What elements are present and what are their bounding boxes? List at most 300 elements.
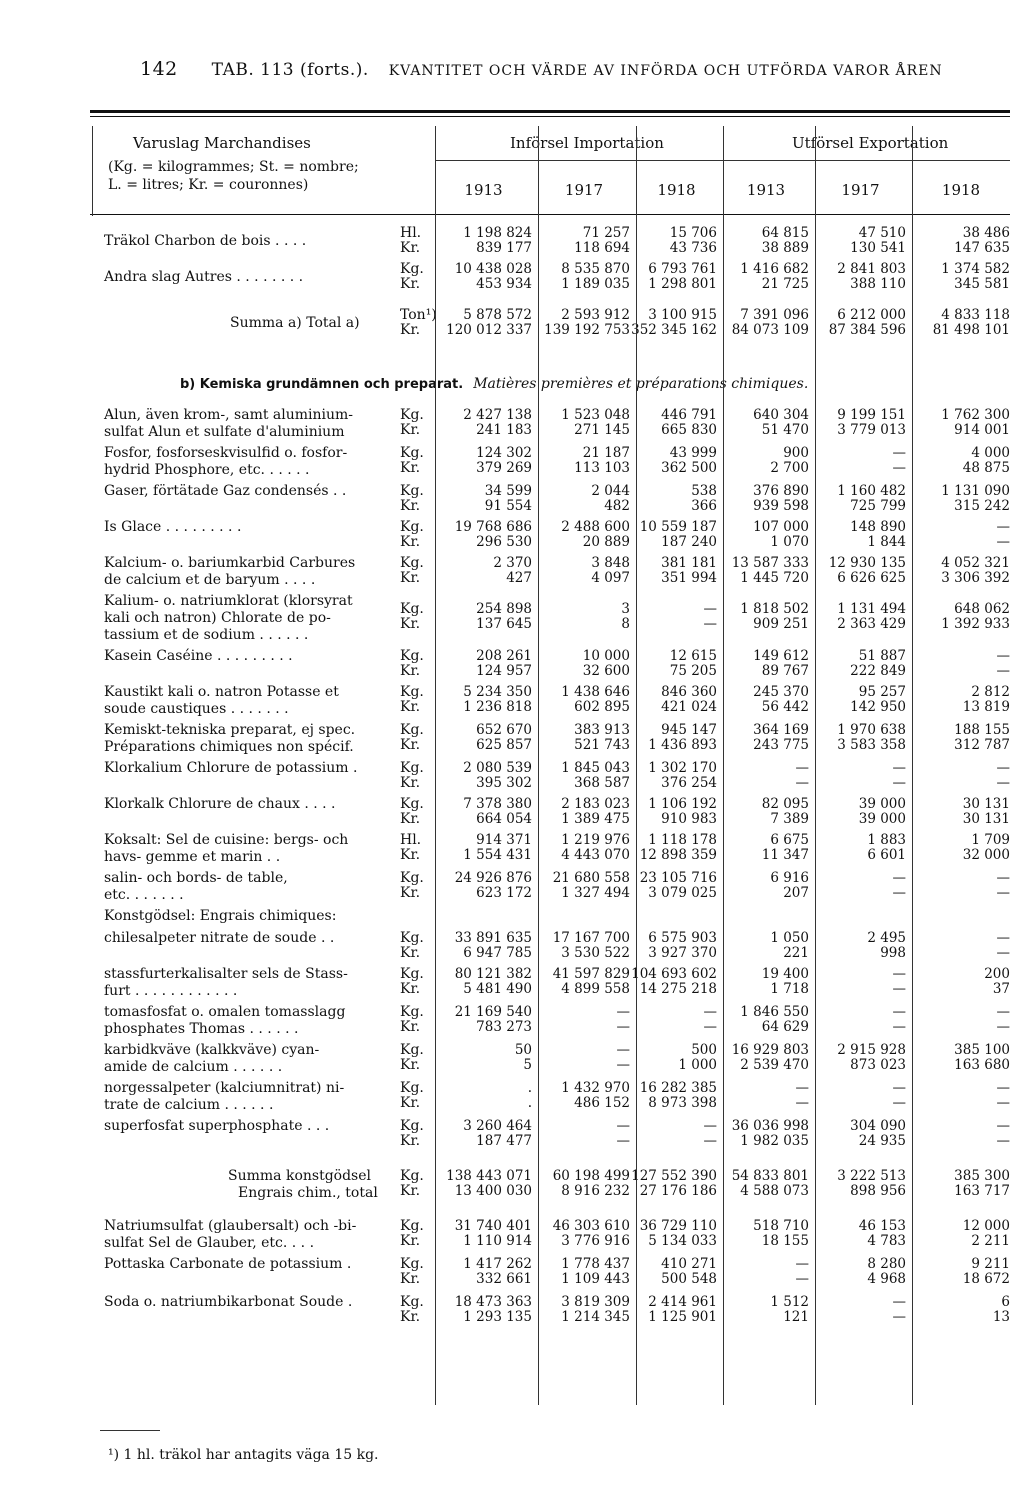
table-cell: 383 913 [574, 722, 630, 738]
table-cell: 32 000 [962, 847, 1010, 863]
unit-label: Kr. [400, 498, 421, 514]
table-cell: 221 [783, 945, 809, 961]
table-cell: 5 481 490 [463, 981, 532, 997]
unit-label: Hl. [400, 225, 422, 241]
row-label: Andra slag Autres . . . . . . . . [104, 269, 304, 285]
table-cell: 124 302 [476, 445, 532, 461]
table-cell: 1 109 443 [561, 1271, 630, 1287]
row-label: Summa a) Total a) [230, 315, 360, 331]
table-cell: 640 304 [753, 407, 809, 423]
footnote-rule [100, 1430, 160, 1431]
table-cell: 4 443 070 [561, 847, 630, 863]
table-cell: 362 500 [661, 460, 717, 476]
table-cell: 89 767 [761, 663, 809, 679]
row-label: Träkol Charbon de bois . . . . [104, 233, 307, 249]
row-label: chilesalpeter nitrate de soude . . [104, 930, 335, 946]
table-cell: 3 927 370 [648, 945, 717, 961]
row-label: phosphates Thomas . . . . . . [104, 1021, 299, 1037]
table-cell: — [795, 1271, 809, 1287]
table-cell: 521 743 [574, 737, 630, 753]
table-cell: 1 131 090 [941, 483, 1010, 499]
row-label: Engrais chim., total [238, 1185, 378, 1201]
table-cell: 104 693 602 [631, 966, 717, 982]
unit-label: Kg. [400, 1080, 424, 1096]
table-cell: 7 391 096 [740, 307, 809, 323]
table-cell: 1 970 638 [837, 722, 906, 738]
table-cell: 9 199 151 [837, 407, 906, 423]
column-rule [815, 126, 816, 1405]
table-cell: 6 [1001, 1294, 1010, 1310]
table-cell: 368 587 [574, 775, 630, 791]
table-cell: 5 878 572 [463, 307, 532, 323]
table-cell: 4 833 118 [941, 307, 1010, 323]
table-cell: — [892, 760, 906, 776]
table-cell: 48 875 [962, 460, 1010, 476]
table-cell: 1 438 646 [561, 684, 630, 700]
table-cell: 36 036 998 [731, 1118, 809, 1134]
row-label: Kalcium- o. bariumkarbid Carbures [104, 555, 356, 571]
table-cell: . [527, 1080, 532, 1096]
table-cell: 1 436 893 [648, 737, 717, 753]
table-cell: 147 635 [954, 240, 1010, 256]
table-cell: 71 257 [582, 225, 630, 241]
table-cell: 1 392 933 [941, 616, 1010, 632]
unit-label: Kr. [400, 534, 421, 550]
table-cell: 410 271 [661, 1256, 717, 1272]
table-cell: 17 167 700 [552, 930, 630, 946]
unit-label: Kg. [400, 445, 424, 461]
row-label: Fosfor, fosforseskvisulfid o. fosfor- [104, 445, 348, 461]
table-cell: 34 599 [484, 483, 532, 499]
table-cell: 37 [992, 981, 1010, 997]
table-cell: — [703, 1133, 717, 1149]
table-cell: 23 105 716 [639, 870, 717, 886]
unit-label: Kg. [400, 555, 424, 571]
table-cell: 46 153 [858, 1218, 906, 1234]
table-cell: 1 050 [770, 930, 809, 946]
unit-label: Kr. [400, 945, 421, 961]
row-label: hydrid Phosphore, etc. . . . . . [104, 462, 310, 478]
table-cell: 376 890 [753, 483, 809, 499]
table-cell: 6 947 785 [463, 945, 532, 961]
table-cell: 1 416 682 [740, 261, 809, 277]
table-cell: 453 934 [476, 276, 532, 292]
table-cell: 64 815 [761, 225, 809, 241]
table-cell: 15 706 [669, 225, 717, 241]
row-label: Gaser, förtätade Gaz condensés . . [104, 483, 347, 499]
table-cell: 5 134 033 [648, 1233, 717, 1249]
unit-label: Kg. [400, 870, 424, 886]
unit-label: Kr. [400, 1057, 421, 1073]
table-cell: 20 889 [582, 534, 630, 550]
table-cell: 312 787 [954, 737, 1010, 753]
row-label: stassfurterkalisalter sels de Stass- [104, 966, 348, 982]
table-cell: 3 100 915 [648, 307, 717, 323]
table-cell: 1 214 345 [561, 1309, 630, 1325]
year-heading: 1917 [841, 181, 880, 199]
table-cell: 1 374 582 [941, 261, 1010, 277]
table-cell: — [996, 1004, 1010, 1020]
table-cell: 6 626 625 [837, 570, 906, 586]
table-cell: 345 581 [954, 276, 1010, 292]
table-cell: 3 260 464 [463, 1118, 532, 1134]
table-cell: 222 849 [850, 663, 906, 679]
table-cell: 1 302 170 [648, 760, 717, 776]
table-cell: 187 477 [476, 1133, 532, 1149]
table-cell: 82 095 [761, 796, 809, 812]
table-cell: 8 535 870 [561, 261, 630, 277]
table-cell: — [996, 870, 1010, 886]
table-cell: 873 023 [850, 1057, 906, 1073]
table-cell: 2 915 928 [837, 1042, 906, 1058]
table-cell: — [795, 760, 809, 776]
table-cell: — [892, 1019, 906, 1035]
table-cell: 2 539 470 [740, 1057, 809, 1073]
year-heading: 1918 [657, 181, 696, 199]
table-cell: — [996, 519, 1010, 535]
table-cell: 187 240 [661, 534, 717, 550]
table-cell: 107 000 [753, 519, 809, 535]
table-cell: 51 887 [858, 648, 906, 664]
table-cell: 1 845 043 [561, 760, 630, 776]
unit-label: Kr. [400, 737, 421, 753]
table-cell: 664 054 [476, 811, 532, 827]
unit-label: Kr. [400, 1095, 421, 1111]
table-cell: 4 588 073 [740, 1183, 809, 1199]
row-label: de calcium et de baryum . . . . [104, 572, 316, 588]
row-label: karbidkväve (kalkkväve) cyan- [104, 1042, 320, 1058]
table-cell: 138 443 071 [446, 1168, 532, 1184]
table-cell: 395 302 [476, 775, 532, 791]
unit-label: Kg. [400, 722, 424, 738]
table-cell: 21 680 558 [552, 870, 630, 886]
table-cell: 1 778 437 [561, 1256, 630, 1272]
table-cell: 50 [514, 1042, 532, 1058]
table-cell: 16 929 803 [731, 1042, 809, 1058]
table-cell: 1 160 482 [837, 483, 906, 499]
table-cell: — [616, 1133, 630, 1149]
table-cell: 898 956 [850, 1183, 906, 1199]
table-cell: 2 841 803 [837, 261, 906, 277]
row-label: tomasfosfat o. omalen tomasslagg [104, 1004, 346, 1020]
table-cell: 6 601 [867, 847, 906, 863]
table-cell: 80 121 382 [454, 966, 532, 982]
table-cell: 381 181 [661, 555, 717, 571]
table-cell: 1 709 [971, 832, 1010, 848]
row-label: furt . . . . . . . . . . . . [104, 983, 238, 999]
table-cell: 3 848 [591, 555, 630, 571]
table-cell: 31 740 401 [454, 1218, 532, 1234]
table-cell: 1 070 [770, 534, 809, 550]
table-cell: 296 530 [476, 534, 532, 550]
table-cell: 1 125 901 [648, 1309, 717, 1325]
table-cell: 6 212 000 [837, 307, 906, 323]
table-cell: 13 819 [962, 699, 1010, 715]
row-label: salin- och bords- de table, [104, 870, 288, 886]
table-cell: 21 725 [761, 276, 809, 292]
table-cell: 12 930 135 [828, 555, 906, 571]
table-cell: 54 833 801 [731, 1168, 809, 1184]
table-cell: 24 926 876 [454, 870, 532, 886]
table-cell: 1 554 431 [463, 847, 532, 863]
table-cell: 385 100 [954, 1042, 1010, 1058]
table-cell: 12 000 [962, 1218, 1010, 1234]
table-cell: — [892, 1095, 906, 1111]
unit-label: Kg. [400, 519, 424, 535]
row-label: sulfat Sel de Glauber, etc. . . . [104, 1235, 315, 1251]
table-cell: 538 [691, 483, 717, 499]
unit-label: Kg. [400, 684, 424, 700]
table-cell: 379 269 [476, 460, 532, 476]
table-cell: — [616, 1057, 630, 1073]
section-b-title-sv: b) Kemiska grundämnen och preparat. [180, 377, 464, 392]
unit-label: Kg. [400, 483, 424, 499]
table-cell: 5 [523, 1057, 532, 1073]
table-cell: 43 736 [669, 240, 717, 256]
table-cell: 352 345 162 [631, 322, 717, 338]
table-cell: 909 251 [753, 616, 809, 632]
table-cell: 142 950 [850, 699, 906, 715]
table-cell: — [996, 1118, 1010, 1134]
table-cell: 24 935 [858, 1133, 906, 1149]
row-label: Kasein Caséine . . . . . . . . . [104, 648, 293, 664]
unit-label: Kg. [400, 1004, 424, 1020]
table-cell: 13 587 333 [731, 555, 809, 571]
table-cell: 1 131 494 [837, 601, 906, 617]
table-cell: 1 844 [867, 534, 906, 550]
table-cell: 19 768 686 [454, 519, 532, 535]
unit-label: Kr. [400, 460, 421, 476]
table-cell: 1 298 801 [648, 276, 717, 292]
table-cell: 84 073 109 [731, 322, 809, 338]
table-cell: 1 846 550 [740, 1004, 809, 1020]
table-cell: 2 700 [770, 460, 809, 476]
row-label: kali och natron) Chlorate de po- [104, 610, 331, 626]
unit-label: Kr. [400, 322, 421, 338]
column-rule [435, 126, 436, 1405]
row-label: Kaustikt kali o. natron Potasse et [104, 684, 339, 700]
unit-label: Kr. [400, 1309, 421, 1325]
table-cell: 200 [984, 966, 1010, 982]
row-label: amide de calcium . . . . . . [104, 1059, 283, 1075]
table-cell: 446 791 [661, 407, 717, 423]
row-label: soude caustiques . . . . . . . [104, 701, 289, 717]
unit-label: Kr. [400, 847, 421, 863]
table-cell: 623 172 [476, 885, 532, 901]
table-cell: 388 110 [850, 276, 906, 292]
table-cell: 315 242 [954, 498, 1010, 514]
year-heading: 1918 [941, 181, 981, 199]
table-cell: 91 554 [484, 498, 532, 514]
table-cell: 3 779 013 [837, 422, 906, 438]
table-cell: 1 106 192 [648, 796, 717, 812]
table-cell: 30 131 [962, 796, 1010, 812]
table-cell: 1 189 035 [561, 276, 630, 292]
units-note-line2: L. = litres; Kr. = couronnes) [108, 177, 309, 193]
table-cell: — [795, 1256, 809, 1272]
unit-label: Kg. [400, 796, 424, 812]
unit-label: Kr. [400, 240, 421, 256]
unit-label: Kr. [400, 663, 421, 679]
table-cell: — [795, 1095, 809, 1111]
row-label: Soda o. natriumbikarbonat Soude . [104, 1294, 353, 1310]
table-cell: 1 327 494 [561, 885, 630, 901]
table-cell: 4 899 558 [561, 981, 630, 997]
table-cell: 3 530 522 [561, 945, 630, 961]
table-cell: 12 615 [669, 648, 717, 664]
unit-label: Kr. [400, 699, 421, 715]
row-label: Pottaska Carbonate de potassium . [104, 1256, 352, 1272]
table-cell: 60 198 499 [552, 1168, 630, 1184]
table-cell: 385 300 [954, 1168, 1010, 1184]
table-cell: 364 169 [753, 722, 809, 738]
table-cell: 2 080 539 [463, 760, 532, 776]
table-cell: 1 523 048 [561, 407, 630, 423]
unit-label: Kg. [400, 1042, 424, 1058]
table-cell: — [996, 534, 1010, 550]
table-cell: 1 389 475 [561, 811, 630, 827]
table-cell: — [996, 885, 1010, 901]
table-cell: 271 145 [574, 422, 630, 438]
table-cell: — [996, 1133, 1010, 1149]
unit-label: Kg. [400, 1168, 424, 1184]
table-cell: 21 169 540 [454, 1004, 532, 1020]
unit-label: Kg. [400, 261, 424, 277]
row-label: Natriumsulfat (glaubersalt) och -bi- [104, 1218, 357, 1234]
table-cell: 914 371 [476, 832, 532, 848]
unit-label: Kr. [400, 811, 421, 827]
table-cell: — [996, 930, 1010, 946]
table-cell: 188 155 [954, 722, 1010, 738]
table-cell: 8 280 [867, 1256, 906, 1272]
row-label: Summa konstgödsel [228, 1168, 371, 1184]
unit-label: Ton¹) [400, 307, 437, 323]
table-cell: 1 219 976 [561, 832, 630, 848]
table-cell: — [616, 1019, 630, 1035]
table-cell: 39 000 [858, 811, 906, 827]
table-cell: 3 [621, 601, 630, 617]
table-reference: TAB. 113 (forts.). [211, 60, 369, 80]
page-number: 142 [140, 58, 178, 80]
table-cell: 1 118 178 [648, 832, 717, 848]
unit-label: Kg. [400, 930, 424, 946]
header-rule-thin [90, 116, 1010, 117]
table-cell: 127 552 390 [631, 1168, 717, 1184]
import-column-label: Införsel Importation [510, 134, 664, 152]
table-cell: 1 236 818 [463, 699, 532, 715]
table-cell: 3 583 358 [837, 737, 906, 753]
table-cell: 5 234 350 [463, 684, 532, 700]
row-label: Kemiskt-tekniska preparat, ej spec. [104, 722, 356, 738]
unit-label: Kg. [400, 407, 424, 423]
table-cell: 914 001 [954, 422, 1010, 438]
row-label: Is Glace . . . . . . . . . [104, 519, 242, 535]
table-cell: 2 370 [493, 555, 532, 571]
table-cell: — [703, 616, 717, 632]
table-cell: 16 282 385 [639, 1080, 717, 1096]
table-cell: 148 890 [850, 519, 906, 535]
table-cell: 43 999 [669, 445, 717, 461]
page-header [140, 58, 943, 80]
table-cell: 12 898 359 [639, 847, 717, 863]
table-cell: 1 445 720 [740, 570, 809, 586]
table-cell: 2 414 961 [648, 1294, 717, 1310]
table-cell: 19 400 [761, 966, 809, 982]
section-b-title-fr: Matières premières et préparations chimiques. [473, 376, 809, 392]
unit-label: Kr. [400, 1133, 421, 1149]
table-cell: — [892, 1080, 906, 1096]
table-cell: 910 983 [661, 811, 717, 827]
table-cell: 18 155 [761, 1233, 809, 1249]
table-cell: 1 198 824 [463, 225, 532, 241]
table-cell: 39 000 [858, 796, 906, 812]
table-cell: 38 889 [761, 240, 809, 256]
table-cell: 4 783 [867, 1233, 906, 1249]
unit-label: Kg. [400, 601, 424, 617]
table-cell: 945 147 [661, 722, 717, 738]
table-cell: 2 363 429 [837, 616, 906, 632]
table-cell: 652 670 [476, 722, 532, 738]
table-cell: 939 598 [753, 498, 809, 514]
konstgodsel-heading: Konstgödsel: Engrais chimiques: [104, 908, 337, 924]
table-cell: 8 973 398 [648, 1095, 717, 1111]
table-cell: 163 717 [954, 1183, 1010, 1199]
unit-label: Kg. [400, 1218, 424, 1234]
table-cell: 130 541 [850, 240, 906, 256]
footnote: ¹) 1 hl. träkol har antagits väga 15 kg. [108, 1447, 379, 1463]
unit-label: Kr. [400, 1019, 421, 1035]
row-label: norgessalpeter (kalciumnitrat) ni- [104, 1080, 345, 1096]
export-column-label: Utförsel Exportation [792, 134, 949, 152]
unit-label: Kr. [400, 1183, 421, 1199]
table-cell: 6 675 [770, 832, 809, 848]
row-label: Alun, även krom-, samt aluminium- [104, 407, 354, 423]
table-cell: 4 968 [867, 1271, 906, 1287]
table-cell: 7 389 [770, 811, 809, 827]
table-cell: 10 000 [582, 648, 630, 664]
table-cell: 625 857 [476, 737, 532, 753]
table-cell: — [795, 775, 809, 791]
table-cell: 13 400 030 [454, 1183, 532, 1199]
unit-label: Kg. [400, 760, 424, 776]
table-cell: 38 486 [962, 225, 1010, 241]
table-cell: 18 473 363 [454, 1294, 532, 1310]
table-cell: 1 718 [770, 981, 809, 997]
table-cell: 7 378 380 [463, 796, 532, 812]
table-cell: 139 192 753 [544, 322, 630, 338]
table-cell: — [892, 1004, 906, 1020]
year-heading: 1913 [464, 181, 503, 199]
table-cell: — [892, 981, 906, 997]
table-cell: . [527, 1095, 532, 1111]
table-cell: 2 488 600 [561, 519, 630, 535]
row-label: tassium et de sodium . . . . . . [104, 627, 309, 643]
table-cell: 3 776 916 [561, 1233, 630, 1249]
table-cell: 9 211 [971, 1256, 1010, 1272]
unit-label: Kr. [400, 276, 421, 292]
table-cell: 1 000 [678, 1057, 717, 1073]
table-cell: 998 [880, 945, 906, 961]
table-cell: — [996, 663, 1010, 679]
table-cell: 482 [604, 498, 630, 514]
table-cell: — [703, 601, 717, 617]
unit-label: Kg. [400, 1118, 424, 1134]
table-cell: 846 360 [661, 684, 717, 700]
row-label: superfosfat superphosphate . . . [104, 1118, 330, 1134]
table-cell: 486 152 [574, 1095, 630, 1111]
table-cell: 10 559 187 [639, 519, 717, 535]
table-cell: 2 593 912 [561, 307, 630, 323]
